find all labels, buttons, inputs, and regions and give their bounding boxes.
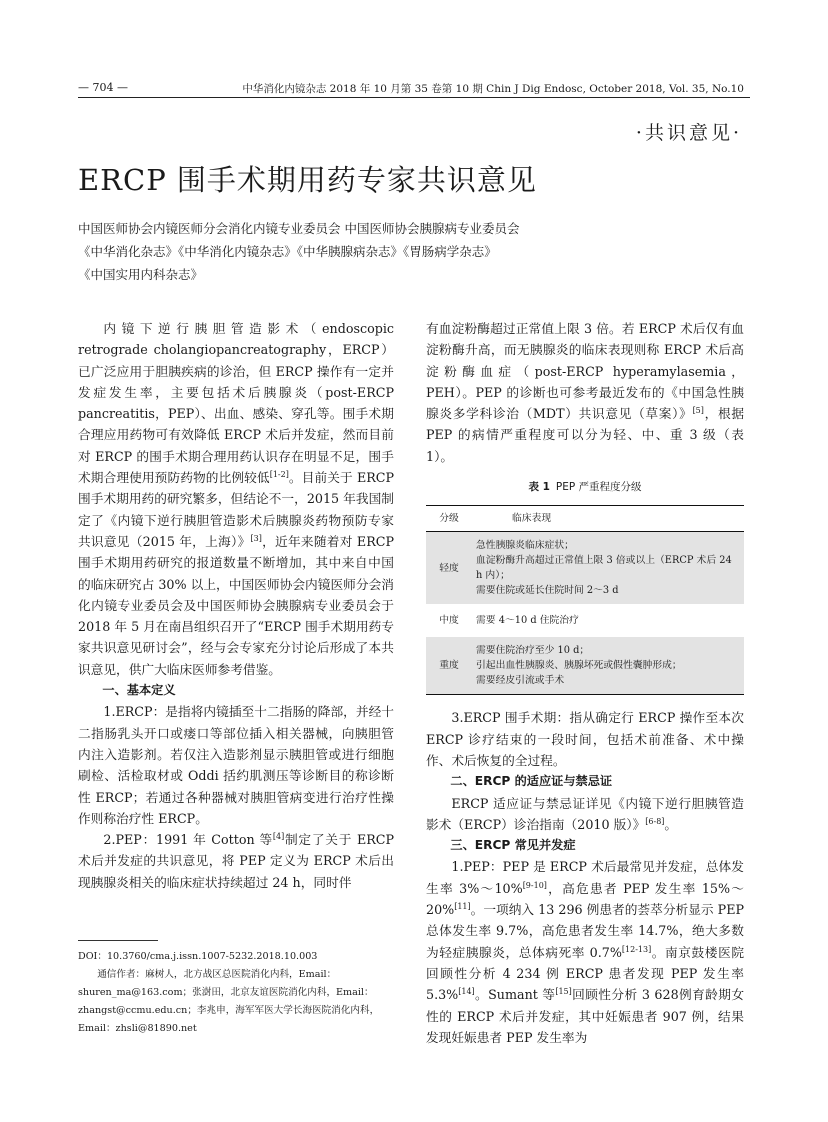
footnote-rule	[78, 940, 158, 941]
clinical-cell	[472, 532, 744, 605]
article-title: ERCP 围手术期用药专家共识意见	[78, 163, 537, 197]
table-caption	[426, 477, 744, 498]
citation-ref: [12-13]	[621, 944, 652, 954]
section-heading-definitions: 一、基本定义	[102, 683, 176, 698]
table-row	[426, 532, 744, 605]
citation-ref: [3]	[250, 533, 262, 543]
clinical-line: 血淀粉酶升高超过正常值上限 3 倍或以上（ERCP 术后 24 h 内）；	[476, 555, 732, 582]
citation-ref: [15]	[555, 987, 572, 996]
footnote	[78, 948, 396, 1038]
citation-ref: [11]	[454, 901, 471, 911]
section-heading-indications: 二、ERCP 的适应证与禁忌证	[450, 774, 613, 789]
table-header-row	[426, 506, 744, 532]
pep-severity-table	[426, 505, 744, 695]
body-text: ERCP 适应证与禁忌证详见《内镜下逆行胆胰管造影术（ERCP）诊治指南（2010 版）》	[426, 795, 744, 832]
header-rule	[78, 97, 750, 98]
definition-ercp: 1.ERCP：是指将内镜插至十二指肠的降部，并经十二指肠乳头开口或瘘口等部位插入相关器械，向胰胆管内注入造影剂。若仅注入造影剂显示胰胆管或进行细胞刷检、活检取材或 Oddi 括约肌测压等诊断目的称诊断性 ERCP；若通过各种器械对胰胆管病变进行治疗性操作则称治疗性 ERCP。	[78, 704, 394, 826]
intro-text: 内镜下逆行胰胆管造影术（endoscopic retrograde cholangiopancreatography，ERCP）已广泛应用于胆胰疾病的诊治，但 ERCP 操作有一定并发症发生率，主要包括术后胰腺炎（post-ERCP pancreatitis，PEP）、出血、感染、穿孔等。围手术期合理应用药物可有效降低 ERCP 术后并发症，然而目前对 ERCP 的围手术期合理用药认识存在明显不足，围手术期合理使用预防药物的比例较低	[78, 321, 394, 486]
page-number: — 704 —	[78, 81, 128, 94]
clinical-line: 需要 4～10 d 住院治疗	[476, 615, 579, 627]
definition-text: 2.PEP：1991 年 Cotton 等	[103, 832, 273, 848]
table-header-grade: 分级	[426, 506, 472, 532]
section-heading-complications: 三、ERCP 常见并发症	[450, 838, 576, 853]
author-line: 《中国实用内科杂志》	[78, 267, 204, 282]
left-column	[78, 318, 394, 893]
definition-perioperative: 3.ERCP 围手术期：指从确定行 ERCP 操作至本次 ERCP 诊疗结束的一段时间，包括术前准备、术中操作、术后恢复的全过程。	[426, 710, 744, 768]
clinical-line: 引起出血性胰腺炎、胰腺坏死或假性囊肿形成；	[476, 660, 682, 672]
pep-complication-paragraph	[426, 856, 744, 1048]
doi: DOI：10.3760/cma.j.issn.1007-5232.2018.10.003	[78, 951, 318, 962]
citation-ref: [9-10]	[522, 880, 547, 890]
body-text: 回顾性分析 3 628例育龄期女性的 ERCP 术后并发症，其中妊娠患者 907 例，结果发现妊娠患者 PEP 发生率为	[426, 987, 745, 1045]
body-text: 。Sumant 等	[474, 987, 556, 1003]
table-row	[426, 637, 744, 695]
grade-cell: 重度	[426, 637, 472, 695]
journal-citation-line: 中华消化内镜杂志 2018 年 10 月第 35 卷第 10 期 Chin J Dig Endosc, October 2018, Vol. 35, No.10	[242, 83, 744, 95]
table-caption-text: PEP 严重程度分级	[555, 481, 642, 494]
citation-ref: [14]	[458, 987, 475, 996]
definition-pep	[78, 829, 394, 893]
clinical-cell	[472, 604, 744, 637]
body-text: 有血淀粉酶超过正常值上限 3 倍。若 ERCP 术后仅有血淀粉酶升高，而无胰腺炎的临床表现则称 ERCP 术后高淀粉酶血症（post-ERCP hyperamylasemia，PEH）。PEP 的诊断也可参考最近发布的《中国急性胰腺炎多学科诊治（MDT）共识意见（草案）》	[426, 321, 744, 422]
body-text: 1.PEP：PEP 是 ERCP 术后最常见并发症，总体发生率 3%～10%	[426, 859, 744, 896]
intro-text: ，近年来随着对 ERCP 围手术期用药研究的报道数量不断增加，其中来自中国的临床研究占 30% 以上，中国医师协会内镜医师分会消化内镜专业委员会及中国医师协会胰腺病专业委员会于 2018 年 5 月在南昌组织召开了“ERCP 围手术期用药专家共识意见研讨会”，经与会专家充分讨论后形成了本共识意见，供广大临床医师参考借鉴。	[78, 533, 394, 677]
clinical-line: 需要经皮引流或手术	[476, 675, 565, 687]
pep-definition-continued	[426, 318, 744, 467]
body-text: ，根据 PEP 的病情严重程度可以分为轻、中、重 3 级（表 1）。	[426, 406, 745, 464]
column-tag: ·共识意见·	[635, 122, 742, 144]
body-text: 。一项纳入 13 296 例患者的荟萃分析显示 PEP 总体发生率 9.7%，高危患者发生率 14.7%，绝大多数为轻症胰腺炎，总体病死率 0.7%	[426, 902, 744, 960]
citation-ref: [4]	[272, 831, 285, 841]
body-text: 。南京鼓楼医院回顾性分析 4 234 例 ERCP 患者发现 PEP 发生率 5.3%	[426, 944, 745, 1003]
author-line: 《中华消化杂志》《中华消化内镜杂志》《中华胰腺病杂志》《胃肠病学杂志》	[78, 244, 497, 259]
intro-text: 。目前关于 ERCP 围手术期用药的研究繁多，但结论不一，2015 年我国制定了《内镜下逆行胰胆管造影术后胰腺炎药物预防专家共识意见（2015 年，上海）》	[78, 470, 395, 549]
definition-text: 制定了关于 ERCP 术后并发症的共识意见，将 PEP 定义为 ERCP 术后出现胰腺炎相关的临床症状持续超过 24 h，同时伴	[78, 832, 395, 890]
clinical-line: 需要住院或延长住院时间 2～3 d	[476, 585, 619, 597]
intro-paragraph	[78, 318, 394, 680]
correspondence-authors: 通信作者：麻树人，北方战区总医院消化内科，Email：shuren_ma@163.com；张澍田，北京友谊医院消化内科，Email：zhangst@ccmu.edu.cn；李兆申，海军军医大学长海医院消化内科，Email：zhsli@81890.net	[78, 969, 380, 1034]
grade-cell: 中度	[439, 615, 459, 627]
right-column	[426, 318, 744, 1048]
indications-paragraph	[426, 793, 744, 836]
clinical-line: 急性胰腺炎临床症状；	[476, 540, 574, 552]
table-row	[426, 604, 744, 637]
body-text: ，高危患者 PEP 发生率 15%～20%	[426, 880, 744, 918]
grade-cell: 轻度	[426, 532, 472, 605]
clinical-line: 需要住院治疗至少 10 d；	[476, 645, 590, 657]
citation-ref: [5]	[692, 405, 704, 415]
citation-ref: [1-2]	[269, 469, 289, 479]
author-line: 中国医师协会内镜医师分会消化内镜专业委员会 中国医师协会胰腺病专业委员会	[78, 221, 520, 236]
table-header-clinical: 临床表现	[472, 506, 744, 532]
clinical-cell	[472, 637, 744, 695]
body-text: 。	[664, 816, 678, 832]
author-block	[78, 217, 519, 286]
citation-ref: [6-8]	[645, 816, 665, 826]
table-label: 表 1	[528, 481, 550, 494]
